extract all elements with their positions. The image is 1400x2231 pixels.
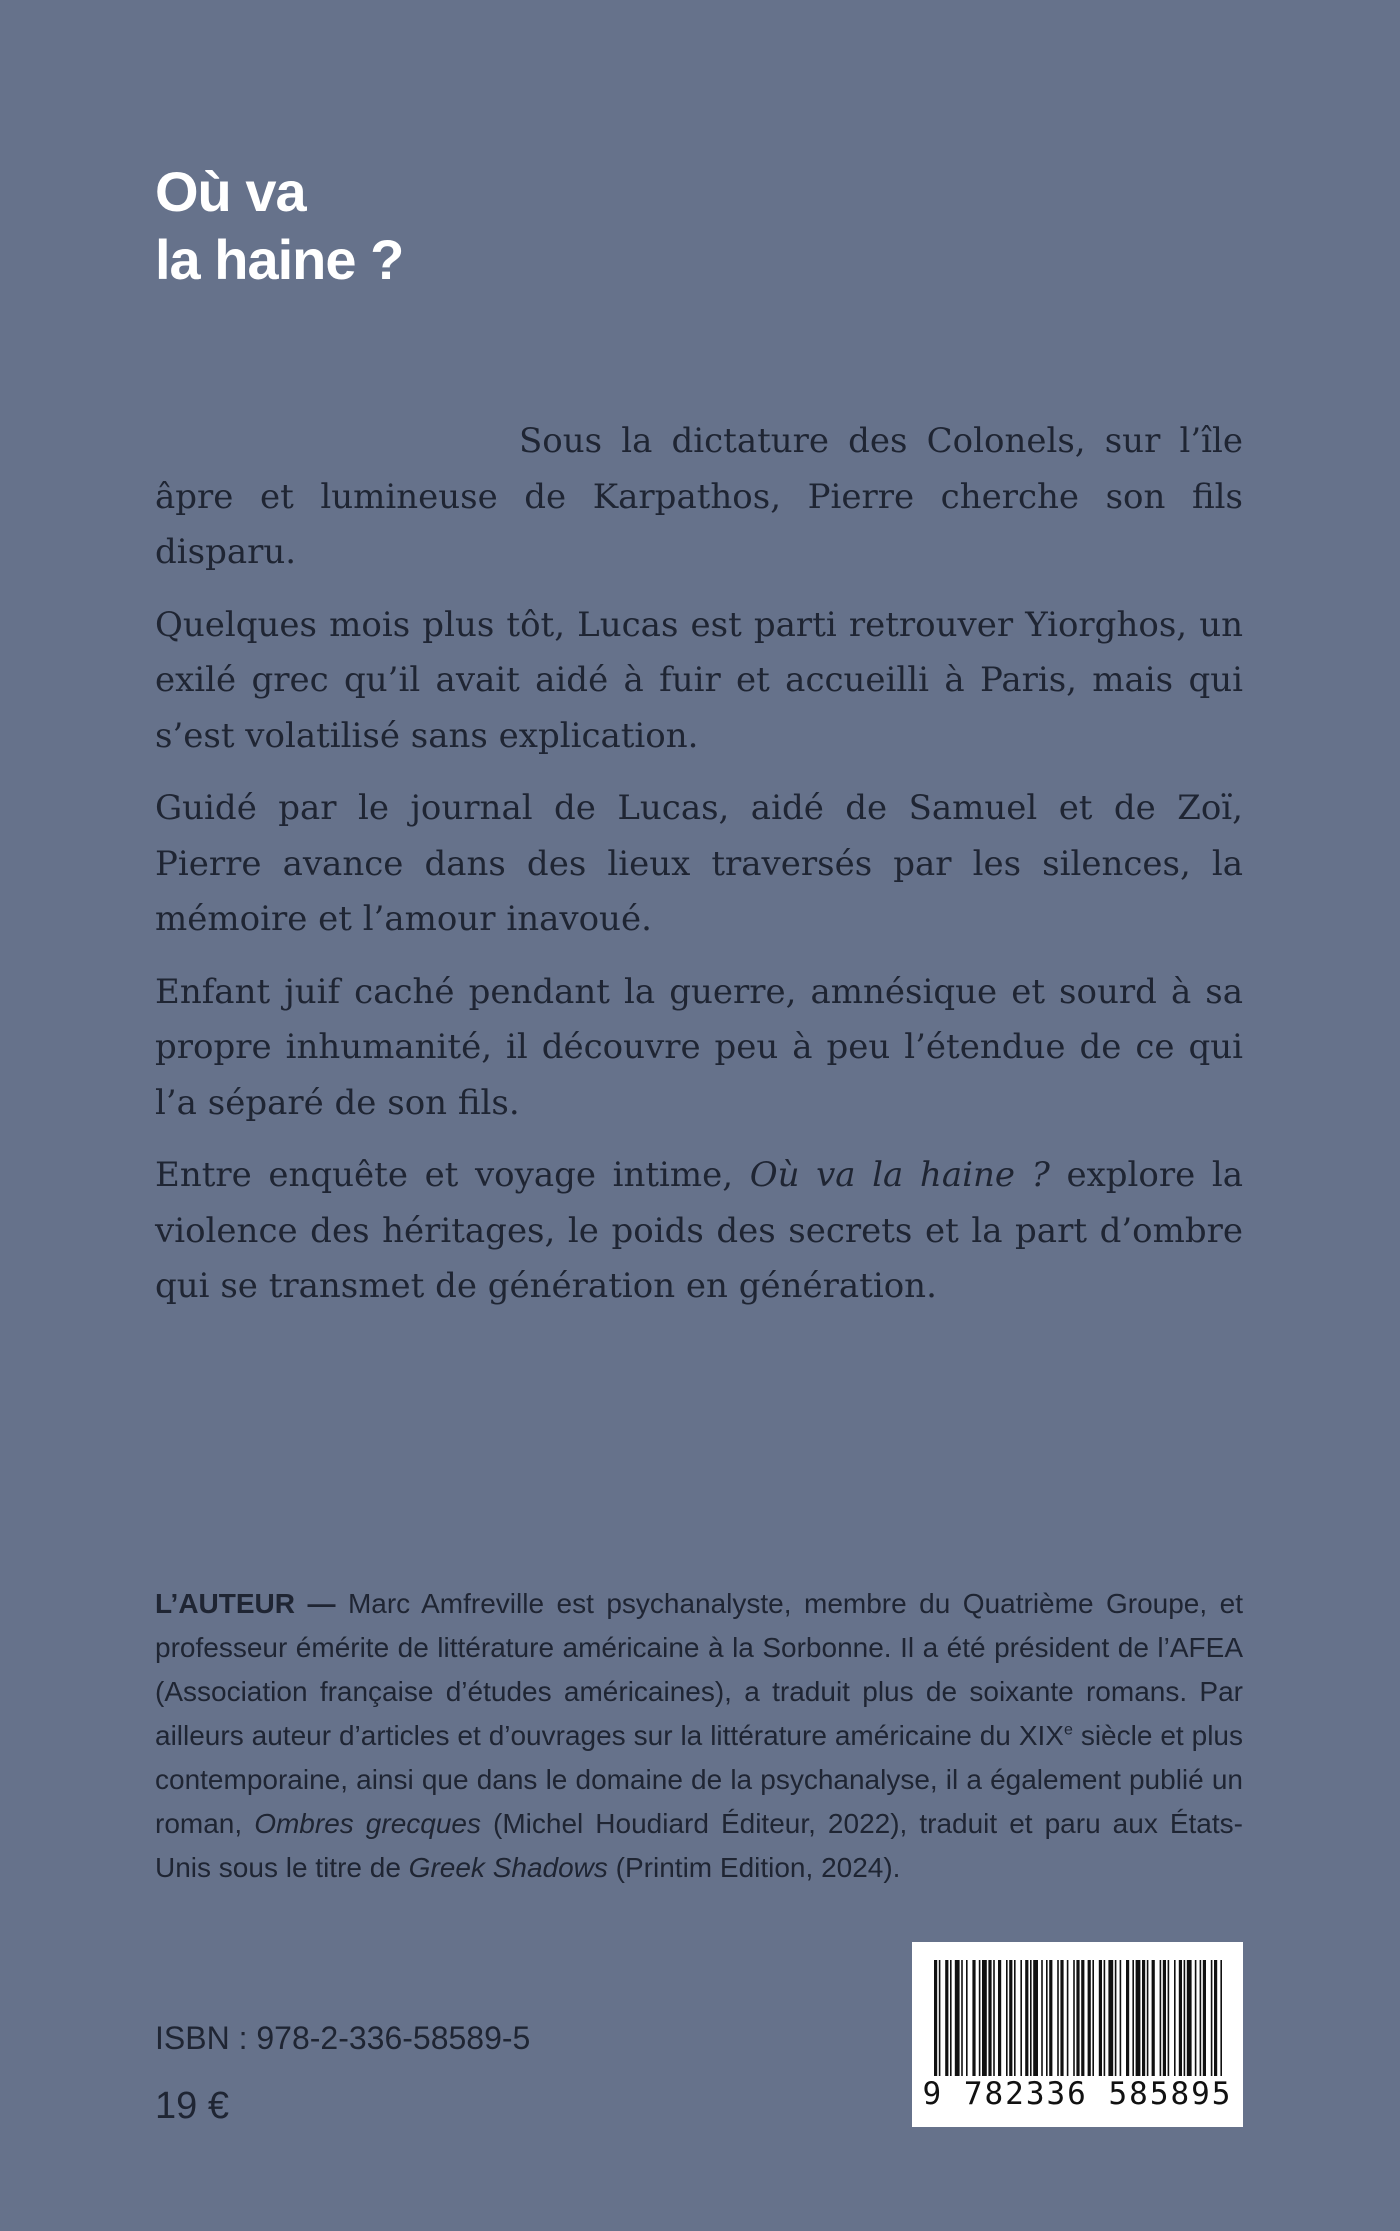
barcode-bar (1073, 1960, 1075, 2076)
barcode-bar (979, 1960, 981, 2076)
barcode-bar (1025, 1960, 1028, 2076)
title-line-1: Où va (155, 160, 306, 223)
barcode-bar (1108, 1960, 1113, 2076)
barcode-bar (1152, 1960, 1155, 2076)
author-book-2: Greek Shadows (408, 1852, 608, 1883)
barcode-bar (1030, 1960, 1032, 2076)
barcode-bar (1014, 1960, 1016, 2076)
barcode-bar (1046, 1960, 1048, 2076)
barcode-bar (939, 1960, 941, 2076)
barcode-bar (1214, 1960, 1217, 2076)
barcode-bar (1147, 1960, 1149, 2076)
barcode-bar (988, 1960, 991, 2076)
author-heading: L’AUTEUR (155, 1588, 295, 1619)
barcode-bar (934, 1960, 937, 2076)
barcode-bar (966, 1960, 968, 2076)
barcode-bar (1057, 1960, 1059, 2076)
barcode-bar (1184, 1960, 1186, 2076)
barcode-bar (945, 1960, 948, 2076)
barcode (912, 1942, 1243, 2127)
author-text-1: Marc Amfreville est psychanalyste, membre du Quatrième Groupe, et professeur émérite de littérature américaine à la Sorbonne. Il a été président de l’AFEA (Association française d’études américaines), a traduit plus de soixante romans. Par ailleurs auteur d’articles et d’ouvrages sur la littérature américaine du XIX (155, 1588, 1243, 1751)
author-text-4: (Printim Edition, 2024). (607, 1852, 901, 1883)
barcode-bar (955, 1960, 960, 2076)
barcode-bar (1163, 1960, 1166, 2076)
title-line-2: la haine ? (155, 228, 404, 291)
barcode-bar (1142, 1960, 1145, 2076)
barcode-bar (1160, 1960, 1162, 2076)
barcode-bar (1195, 1960, 1197, 2076)
barcode-bar (1203, 1960, 1206, 2076)
barcode-bar (1009, 1960, 1012, 2076)
barcode-bar (1120, 1960, 1122, 2076)
barcode-bar (1104, 1960, 1106, 2076)
barcode-bar (998, 1960, 1001, 2076)
author-text-2: siècle et plus contemporaine, ainsi que dans le domaine de la psychanalyse, il a également publié un roman, (155, 1720, 1244, 1839)
barcode-bar (1041, 1960, 1043, 2076)
barcode-bar (1099, 1960, 1102, 2076)
summary-p5-before: Entre enquête et voyage intime, (155, 1155, 750, 1195)
barcode-bar (1092, 1960, 1094, 2076)
author-superscript: e (1063, 1721, 1073, 1739)
barcode-bar (950, 1960, 952, 2076)
barcode-bar (1211, 1960, 1213, 2076)
barcode-bar (1006, 1960, 1008, 2076)
summary-paragraph-5 (155, 1148, 1243, 1315)
author-bio (155, 1582, 1243, 1890)
summary-paragraph-4: Enfant juif caché pendant la guerre, amnésique et sourd à sa propre inhumanité, il découvre peu à peu l’étendue de ce qui l’a séparé de son fils. (155, 971, 1243, 1123)
summary-paragraph-3: Guidé par le journal de Lucas, aidé de Samuel et de Zoï, Pierre avance dans des lieux traversés par les silences, la mémoire et l’amour inavoué. (155, 788, 1243, 939)
barcode-bar (1187, 1960, 1192, 2076)
barcode-bar (982, 1960, 987, 2076)
barcode-bar (1067, 1960, 1069, 2076)
summary-p5-after: explore la violence des héritages, le poids des secrets et la part d’ombre qui se transmet de génération en génération. (155, 1155, 1243, 1306)
author-text-3: (Michel Houdiard Éditeur, 2022), traduit et paru aux États-Unis sous le titre de (155, 1808, 1243, 1883)
barcode-digits: 9 782336 585895 (922, 2076, 1233, 2112)
barcode-bar (1088, 1960, 1091, 2076)
barcode-bar (1020, 1960, 1022, 2076)
barcode-bar (1174, 1960, 1176, 2076)
barcode-bar (972, 1960, 975, 2076)
barcode-bar (993, 1960, 995, 2076)
barcode-bar (961, 1960, 963, 2076)
price-label: 19 € (155, 2085, 229, 2127)
barcode-bar (1168, 1960, 1170, 2076)
summary-p5-title: Où va la haine ? (749, 1155, 1050, 1195)
barcode-bar (1049, 1960, 1052, 2076)
barcode-bar (1132, 1960, 1134, 2076)
barcode-bar (1179, 1960, 1182, 2076)
summary-paragraph-1: Sous la dictature des Colonels, sur l’île âpre et lumineuse de Karpathos, Pierre cherche son fils disparu. (155, 421, 1243, 572)
barcode-bar (1200, 1960, 1202, 2076)
barcode-bar (1115, 1960, 1117, 2076)
barcode-bar (1076, 1960, 1079, 2076)
barcode-bar (1126, 1960, 1129, 2076)
barcode-bar (1060, 1960, 1063, 2076)
author-book-1: Ombres grecques (254, 1808, 481, 1839)
isbn-label: ISBN : 978-2-336-58589-5 (155, 2020, 531, 2056)
barcode-bar (1081, 1960, 1084, 2076)
author-paragraph (155, 1582, 1243, 1890)
barcode-bar (1033, 1960, 1038, 2076)
summary-paragraph-2: Quelques mois plus tôt, Lucas est parti retrouver Yiorghos, un exilé grec qu’il avait aidé à fuir et accueilli à Paris, mais qui s’est volatilisé sans explication. (155, 604, 1243, 756)
barcode-bar (1220, 1960, 1222, 2076)
book-summary (155, 414, 1243, 1332)
book-title (155, 158, 403, 294)
barcode-bar (1136, 1960, 1141, 2076)
author-dash: — (295, 1588, 348, 1619)
